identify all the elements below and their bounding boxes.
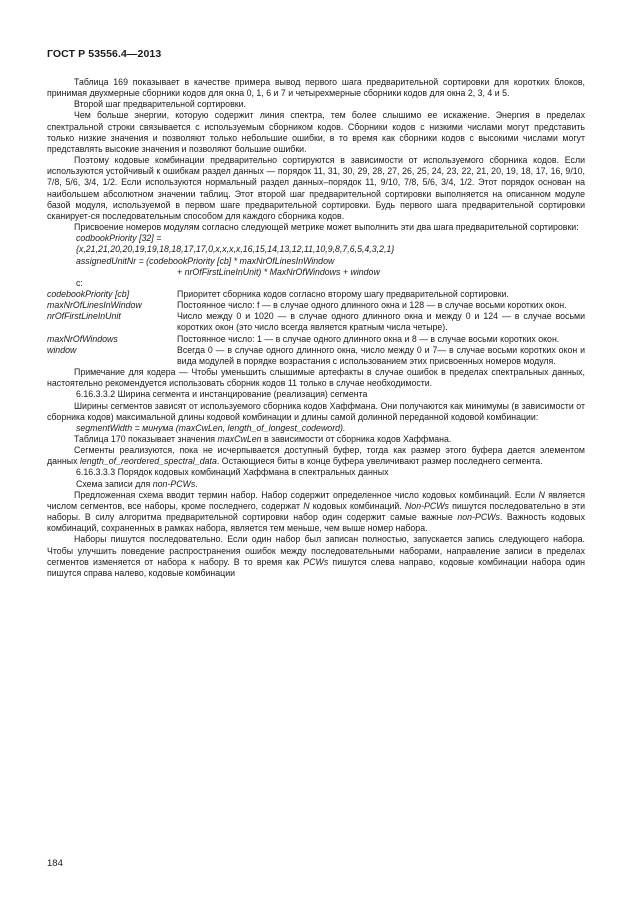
formula: segmentWidth = минума (maxCwLen, length_of_longest_codeword). [76,422,346,433]
document-header: ГОСТ Р 53556.4—2013 [47,48,162,60]
definition-text: Приоритет сборника кодов согласно второму шагу предварительной сортировки. [177,288,509,299]
code-line: + nrOfFirstLineInUnit) * MaxNrOfWindows + window [177,266,380,277]
definition-item [47,311,585,333]
definition-term: window [47,344,77,355]
paragraph: Второй шаг предварительной сортировки. [74,99,246,110]
definition-item [47,300,585,311]
definition-term: maxNrOfLinesInWindow [47,300,142,311]
definition-term: nrOfFirstLineInUnit [47,311,121,322]
paragraph: Чем больше энергии, которую содержит линия спектра, тем более слышимо ее искажение. Энергия в пределах спектральной строки связывается с используемым сборником кодов. Сборники кодов с низкими числами могут представить только низкие значения и позволяют только небольшие ошибки, в то время как сборники кодов с высокими числами могут представлять высокие значения и позволяют большие ошибки. [47,110,585,154]
definition-term: codebookPriority [cb] [47,288,130,299]
code-line: {x,21,21,20,20,19,19,18,18,17,17,0,x,x,x,x,16,15,14,13,12,11,10,9,8,7,6,5,4,3,2,1} [76,244,395,255]
definition-item [47,289,585,300]
definition-list [47,289,585,367]
code-line: assignedUnitNr = (codebookPriority [cb] * maxNrOfLinesInWindow [76,255,335,266]
definition-term: maxNrOfWindows [47,333,118,344]
paragraph: Сегменты реализуются, пока не исчерпывается доступный буфер, тогда как размер этого буфера дается элементом данных length_of_reordered_spectral_data. Остающиеся биты в конце буфера увеличивают размер последнего сегмента. [47,445,585,467]
paragraph: Таблица 170 показывает значения maxCwLen в зависимости от сборника кодов Хаффмана. [74,434,452,444]
section-heading: 6.16.3.3.3 Порядок кодовых комбинаций Хаффмана в спектральных данных [76,467,389,478]
definition-item [47,334,585,345]
definition-text: Постоянное число: f — в случае одного длинного окна и 128 — в случае восьми коротких окон. [177,300,567,311]
paragraph: Предложенная схема вводит термин набор. Набор содержит определенное число кодовых комбинаций. Если N является числом сегментов, все наборы, кроме последнего, содержат N кодовых комбинаций. Non-PCWs пишутся последовательно в эти наборы. В силу алгоритма предварительной сортировки набор один содержит самые важные non-PCWs. Важность кодовых комбинаций, сохраненных в рамках набора, является тем меньше, чем выше номер набора. [47,489,586,534]
paragraph: Присвоение номеров модулям согласно следующей метрике может выполнить эти два шага предварительной сортировки: [74,222,579,233]
document-body [47,77,585,579]
definition-item [47,345,585,367]
code-block [47,233,585,289]
paragraph: Ширины сегментов зависят от используемого сборника кодов Хаффмана. Они получаются как минимумы (в зависимости от сборника кодов) максимальной длины кодовой комбинации и длины самой долинной переданной кодовой комбинации: [47,400,585,422]
note-paragraph: Примечание для кодера — Чтобы уменьшить слышимые артефакты в случае ошибок в пределах спектральных данных, настоятельно рекомендуется использовать сборник кодов 11 только в случае необходимости. [47,367,585,389]
paragraph: Таблица 169 показывает в качестве примера вывод первого шага предварительной сортировки для коротких блоков, принимая двухмерные сборники кодов для окна 0, 1, 6 и 7 и четырехмерные сборники кодов для окна 2, 3, 4 и 5. [47,77,585,99]
paragraph: Наборы пишутся последовательно. Если один набор был записан полностью, запускается запись следующего набора. Чтобы улучшить поведение распространения ошибок между последовательными наборами, направление записи в пределах сегментов изменяется от набора к набору. В то время как PCWs пишутся слева направо, кодовые комбинации набора один пишутся справа налево, кодовые комбинации [47,534,585,578]
page-number: 184 [47,858,63,869]
definition-text: Всегда 0 — в случае одного длинного окна, число между 0 и 7— в случае восьми коротких окон и вида модулей в порядке возрастания с использованием этих присвоенных номеров модуля. [177,344,585,366]
paragraph: Поэтому кодовые комбинации предварительно сортируются в зависимости от используемого сборника кодов. Если используются устойчивый к ошибкам раздел данных — порядок 11, 31, 30, 29, 28, 27, 26, 25, 24, 23, 22, 21, 20, 19, 18, 17, 16, 9/10, 7/8, 5/6, 3/4, 1/2. Если используются нормальный раздел данных–порядок 11, 9/10, 7/8, 5/6, 3/4, 1/2. Этот порядок основан на наибольшем абсолютном значении таблиц. Этот второй шаг предварительной сортировки выполняется на описанном модуле базой модуля, используемой в первом шаге предварительной сортировки. Будь первого шага предварительной сортировки сканирует-ся последовательным способом для каждого сборника кодов. [47,155,585,221]
where-label: с: [76,277,83,288]
definition-text: Постоянное число: 1 — в случае одного длинного окна и 8 — в случае восьми коротких окон. [177,333,560,344]
code-line: codbookPriority [32] = [76,233,162,244]
sub-heading: Схема записи для non-PCWs. [76,478,198,489]
section-heading: 6.16.3.3.2 Ширина сегмента и инстанцирование (реализация) сегмента [76,389,368,400]
definition-text: Число между 0 и 1020 — в случае одного длинного окна и между 0 и 124 — в случае восьми коротких окон (это число всегда является кратным числа четыре). [177,311,585,333]
